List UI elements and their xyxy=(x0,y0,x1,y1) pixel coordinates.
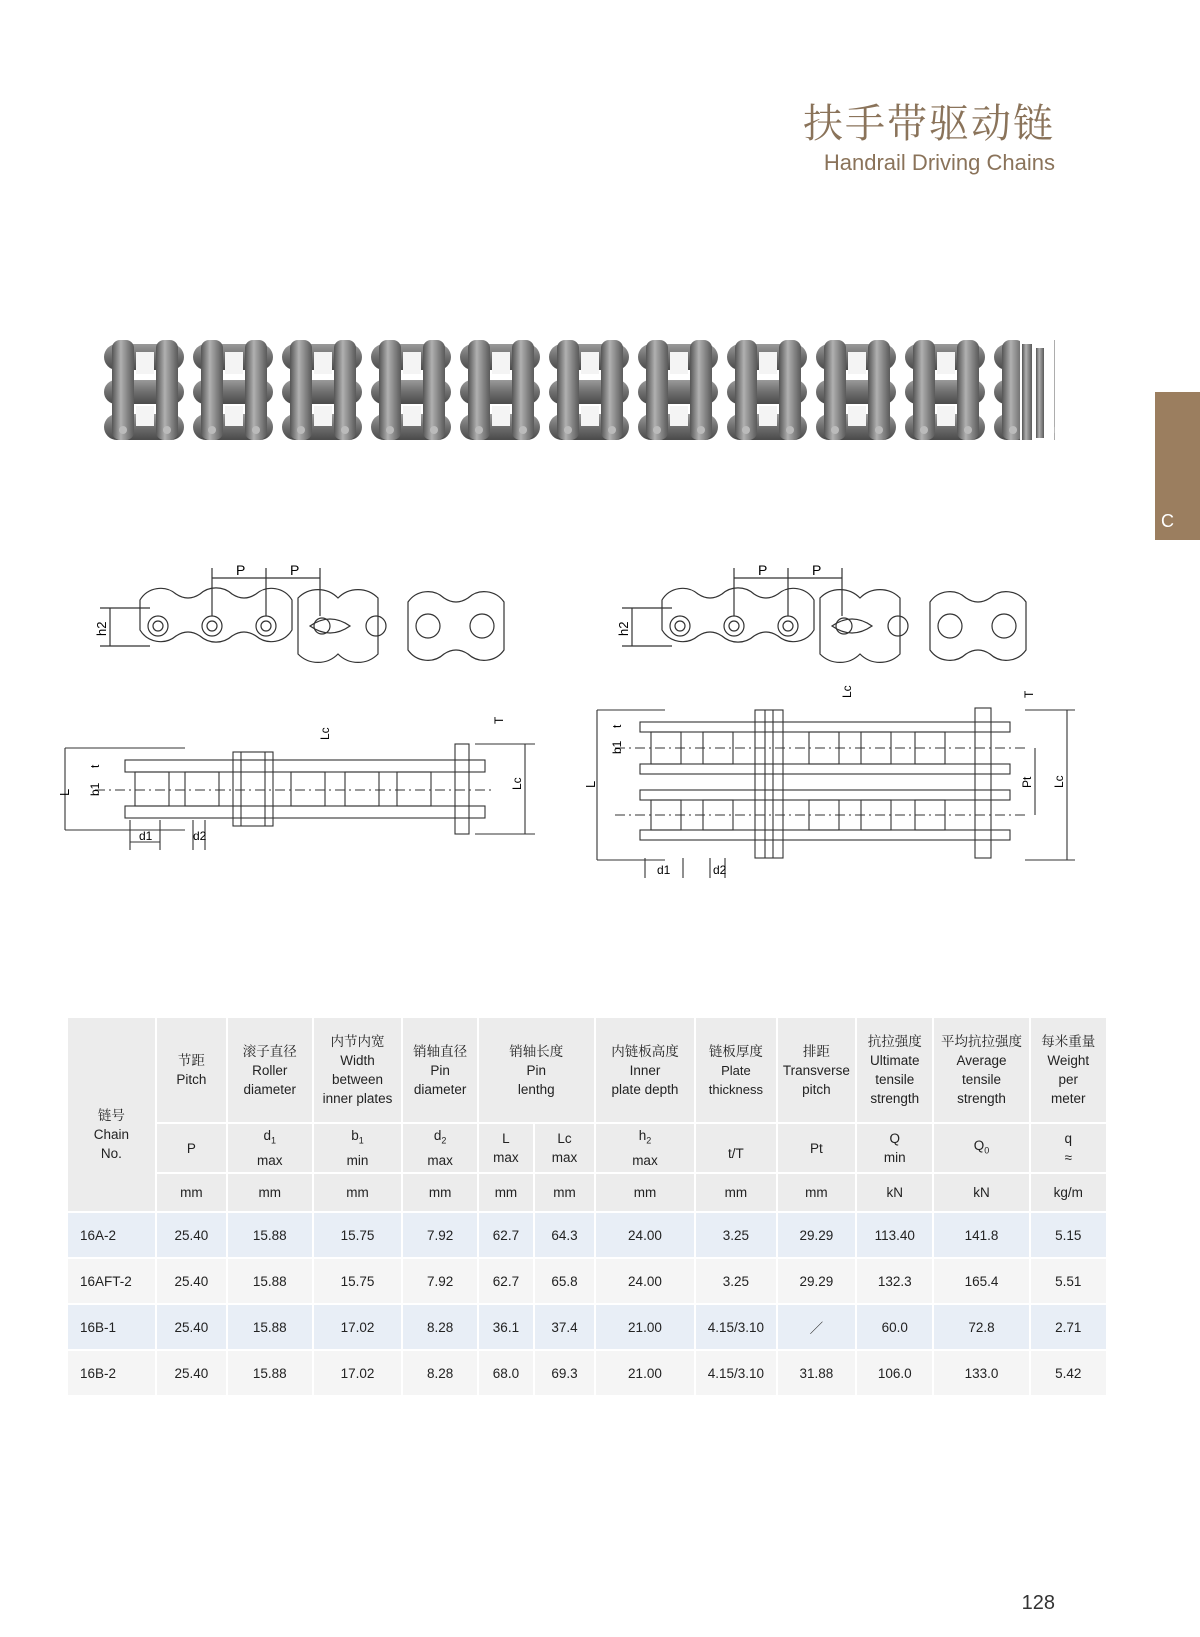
cell-width: 15.75 xyxy=(313,1212,403,1258)
sym-width-note: min xyxy=(346,1152,369,1168)
cell-pin-d: 8.28 xyxy=(402,1304,477,1350)
th-average xyxy=(933,1018,1029,1123)
cell-plate-thk: 4.15/3.10 xyxy=(695,1350,777,1396)
th-pin-len-cn: 销轴长度 xyxy=(509,1043,564,1059)
cell-plate-depth: 21.00 xyxy=(595,1304,695,1350)
th-width-en-3: inner plates xyxy=(322,1091,393,1106)
th-chain-no-en-1: Chain xyxy=(93,1127,130,1142)
spec-table xyxy=(68,1018,1108,1397)
cell-width: 17.02 xyxy=(313,1350,403,1396)
th-roller-en-2: diameter xyxy=(243,1081,296,1097)
th-transverse-en-1: Transverse xyxy=(782,1062,850,1078)
label-T: T xyxy=(492,716,506,724)
label-d1-double: d1 xyxy=(657,863,671,877)
th-plate-depth xyxy=(595,1018,695,1123)
th-plate-depth-en-1: Inner xyxy=(629,1062,661,1078)
page-title-cn: 扶手带驱动链 xyxy=(803,101,1055,147)
cell-weight: 5.15 xyxy=(1030,1212,1107,1258)
sym-width xyxy=(313,1123,403,1173)
table-row xyxy=(68,1350,1107,1396)
sym-plate-depth-sub: 2 xyxy=(646,1135,652,1146)
cell-pitch: 25.40 xyxy=(156,1304,227,1350)
cell-pitch: 25.40 xyxy=(156,1350,227,1396)
sym-average-sub: 0 xyxy=(984,1145,990,1156)
th-average-en-1: Average xyxy=(956,1053,1007,1068)
th-transverse xyxy=(777,1018,856,1123)
sym-pin-d-note: max xyxy=(427,1152,453,1168)
cell-pin-l: 62.7 xyxy=(478,1212,534,1258)
cell-transverse: 29.29 xyxy=(777,1212,856,1258)
th-ultimate-en-3: strength xyxy=(870,1091,920,1106)
cell-pin-lc: 64.3 xyxy=(534,1212,595,1258)
sym-pin-l xyxy=(478,1123,534,1173)
th-width-en-1: Width xyxy=(340,1053,375,1068)
cell-pin-d: 8.28 xyxy=(402,1350,477,1396)
sym-ultimate xyxy=(856,1123,933,1173)
label-p-2: P xyxy=(290,562,300,578)
th-chain-no-cn: 链号 xyxy=(97,1108,125,1123)
cell-average: 72.8 xyxy=(933,1304,1029,1350)
th-roller-en-1: Roller xyxy=(252,1062,288,1078)
cell-transverse: 29.29 xyxy=(777,1258,856,1304)
th-weight xyxy=(1030,1018,1107,1123)
unit-average: kN xyxy=(933,1173,1029,1212)
th-ultimate-cn: 抗拉强度 xyxy=(867,1034,922,1049)
th-pitch-cn: 节距 xyxy=(177,1053,205,1068)
cell-plate-thk: 4.15/3.10 xyxy=(695,1304,777,1350)
th-plate-thk-en-1: Plate xyxy=(721,1062,751,1078)
cell-pin-l: 62.7 xyxy=(478,1258,534,1304)
label-lc-side: Lc xyxy=(510,777,524,790)
cell-transverse: 31.88 xyxy=(777,1350,856,1396)
cell-transverse: ／ xyxy=(777,1304,856,1350)
sym-weight-note: ≈ xyxy=(1064,1150,1072,1165)
cell-average: 141.8 xyxy=(933,1212,1029,1258)
sym-roller-sub: 1 xyxy=(270,1135,276,1146)
table-row xyxy=(68,1304,1107,1350)
unit-pin-l: mm xyxy=(478,1173,534,1212)
sym-pin-lc-note: max xyxy=(551,1150,578,1165)
th-chain-no xyxy=(68,1018,156,1212)
th-transverse-cn: 排距 xyxy=(802,1043,830,1059)
cell-weight: 2.71 xyxy=(1030,1304,1107,1350)
sym-width-sub: 1 xyxy=(358,1135,364,1146)
cell-pin-d: 7.92 xyxy=(402,1212,477,1258)
th-plate-thk-cn: 链板厚度 xyxy=(708,1043,763,1059)
sym-plate-thk: t/T xyxy=(695,1123,777,1173)
label-h2: h2 xyxy=(94,621,109,636)
top-view-drawing-single xyxy=(55,700,555,870)
unit-weight: kg/m xyxy=(1030,1173,1107,1212)
th-pin-d-en-1: Pin xyxy=(430,1062,450,1078)
cell-chain-no: 16A-2 xyxy=(68,1212,156,1258)
th-plate-thk-en-2: thickness xyxy=(708,1081,763,1097)
sym-weight xyxy=(1030,1123,1107,1173)
unit-pin-d: mm xyxy=(402,1173,477,1212)
sym-average-main: Q xyxy=(973,1137,985,1153)
cell-pin-lc: 37.4 xyxy=(534,1304,595,1350)
th-pin-len-en-1: Pin xyxy=(526,1062,546,1078)
label-l-double: L xyxy=(583,780,598,788)
sym-transverse: Pt xyxy=(777,1123,856,1173)
sym-pitch: P xyxy=(156,1123,227,1173)
cell-ultimate: 132.3 xyxy=(856,1258,933,1304)
label-t: t xyxy=(88,764,102,768)
cell-roller: 15.88 xyxy=(227,1304,313,1350)
th-weight-en-3: meter xyxy=(1051,1091,1086,1106)
th-pin-d-cn: 销轴直径 xyxy=(413,1043,468,1059)
sym-weight-main: q xyxy=(1064,1131,1073,1146)
label-d1: d1 xyxy=(139,829,153,843)
label-p-1: P xyxy=(236,562,246,578)
cell-plate-depth: 21.00 xyxy=(595,1350,695,1396)
th-pin-len xyxy=(478,1018,595,1123)
th-plate-thk xyxy=(695,1018,777,1123)
unit-transverse: mm xyxy=(777,1173,856,1212)
th-pin-d-en-2: diameter xyxy=(413,1081,467,1097)
cell-average: 133.0 xyxy=(933,1350,1029,1396)
sym-ultimate-main: Q xyxy=(889,1131,900,1146)
unit-pitch: mm xyxy=(156,1173,227,1212)
label-d2-double: d2 xyxy=(713,863,727,877)
table-row xyxy=(68,1258,1107,1304)
label-t-double: t xyxy=(610,724,624,728)
th-weight-cn: 每米重量 xyxy=(1041,1034,1096,1049)
th-chain-no-en-2: No. xyxy=(100,1146,122,1161)
section-tab xyxy=(1155,392,1200,540)
cell-ultimate: 113.40 xyxy=(856,1212,933,1258)
sym-width-main: b xyxy=(351,1128,359,1144)
cell-pin-l: 36.1 xyxy=(478,1304,534,1350)
th-average-cn: 平均抗拉强度 xyxy=(941,1034,1022,1049)
label-lc: Lc xyxy=(318,727,332,740)
side-view-drawing-right xyxy=(612,560,1052,670)
th-roller-cn: 滚子直径 xyxy=(242,1043,297,1059)
th-pin-d xyxy=(402,1018,477,1123)
cell-plate-thk: 3.25 xyxy=(695,1212,777,1258)
th-width-cn: 内节内宽 xyxy=(330,1034,385,1049)
th-plate-depth-en-2: plate depth xyxy=(611,1081,679,1097)
th-pin-len-en-2: lenthg xyxy=(517,1081,555,1097)
unit-plate-depth: mm xyxy=(595,1173,695,1212)
unit-roller: mm xyxy=(227,1173,313,1212)
cell-ultimate: 106.0 xyxy=(856,1350,933,1396)
sym-pin-l-main: L xyxy=(502,1131,510,1146)
cell-weight: 5.42 xyxy=(1030,1350,1107,1396)
sym-pin-lc-main: Lc xyxy=(557,1131,572,1146)
table-row xyxy=(68,1212,1107,1258)
cell-ultimate: 60.0 xyxy=(856,1304,933,1350)
label-T-double: T xyxy=(1022,690,1036,698)
unit-width: mm xyxy=(313,1173,403,1212)
sym-plate-depth xyxy=(595,1123,695,1173)
side-view-drawing-left xyxy=(90,560,530,670)
sym-roller xyxy=(227,1123,313,1173)
cell-roller: 15.88 xyxy=(227,1350,313,1396)
th-pitch-en: Pitch xyxy=(176,1072,207,1087)
cell-pitch: 25.40 xyxy=(156,1258,227,1304)
page-title-en: Handrail Driving Chains xyxy=(823,150,1055,175)
sym-plate-depth-main: h xyxy=(638,1128,647,1144)
label-h2-right: h2 xyxy=(616,621,631,636)
label-lc-double-side: Lc xyxy=(1052,775,1066,788)
cell-roller: 15.88 xyxy=(227,1258,313,1304)
cell-width: 17.02 xyxy=(313,1304,403,1350)
th-ultimate-en-1: Ultimate xyxy=(869,1053,920,1068)
unit-plate-thk: mm xyxy=(695,1173,777,1212)
cell-weight: 5.51 xyxy=(1030,1258,1107,1304)
sym-plate-depth-note: max xyxy=(632,1152,658,1168)
chain-photo xyxy=(100,340,1060,445)
cell-roller: 15.88 xyxy=(227,1212,313,1258)
cell-pin-l: 68.0 xyxy=(478,1350,534,1396)
section-tab-label: C xyxy=(1161,511,1174,531)
sym-average xyxy=(933,1123,1029,1173)
cell-chain-no: 16AFT-2 xyxy=(68,1258,156,1304)
th-ultimate xyxy=(856,1018,933,1123)
cell-pin-lc: 65.8 xyxy=(534,1258,595,1304)
sym-ultimate-note: min xyxy=(883,1150,906,1165)
label-pt: Pt xyxy=(1020,776,1034,788)
sym-pin-lc xyxy=(534,1123,595,1173)
th-transverse-en-2: pitch xyxy=(802,1081,831,1097)
label-b1-double: b1 xyxy=(610,740,624,754)
th-roller xyxy=(227,1018,313,1123)
th-weight-en-1: Weight xyxy=(1047,1053,1090,1068)
label-p-4: P xyxy=(812,562,822,578)
th-weight-en-2: per xyxy=(1058,1072,1079,1087)
page-number: 128 xyxy=(1021,1592,1055,1614)
th-width xyxy=(313,1018,403,1123)
sym-pin-l-note: max xyxy=(493,1150,519,1165)
label-b1: b1 xyxy=(88,782,102,796)
cell-plate-depth: 24.00 xyxy=(595,1258,695,1304)
cell-chain-no: 16B-2 xyxy=(68,1350,156,1396)
th-width-en-2: between xyxy=(332,1072,384,1087)
cell-pin-d: 7.92 xyxy=(402,1258,477,1304)
sym-roller-main: d xyxy=(263,1128,271,1144)
th-plate-depth-cn: 内链板高度 xyxy=(611,1043,679,1059)
sym-pin-d-main: d xyxy=(433,1128,442,1144)
cell-plate-thk: 3.25 xyxy=(695,1258,777,1304)
top-view-drawing-double xyxy=(583,685,1105,890)
unit-pin-lc: mm xyxy=(534,1173,595,1212)
sym-pin-d-sub: 2 xyxy=(441,1135,447,1146)
unit-ultimate: kN xyxy=(856,1173,933,1212)
label-d2: d2 xyxy=(193,829,207,843)
cell-pin-lc: 69.3 xyxy=(534,1350,595,1396)
label-l: L xyxy=(57,788,72,796)
label-p-3: P xyxy=(758,562,768,578)
sym-roller-note: max xyxy=(256,1152,283,1168)
label-lc-double: Lc xyxy=(840,685,854,698)
cell-chain-no: 16B-1 xyxy=(68,1304,156,1350)
th-average-en-3: strength xyxy=(957,1091,1006,1106)
cell-plate-depth: 24.00 xyxy=(595,1212,695,1258)
th-ultimate-en-2: tensile xyxy=(875,1072,915,1087)
th-average-en-2: tensile xyxy=(961,1072,1002,1087)
th-pitch xyxy=(156,1018,227,1123)
cell-pitch: 25.40 xyxy=(156,1212,227,1258)
sym-pin-d xyxy=(402,1123,477,1173)
cell-width: 15.75 xyxy=(313,1258,403,1304)
cell-average: 165.4 xyxy=(933,1258,1029,1304)
